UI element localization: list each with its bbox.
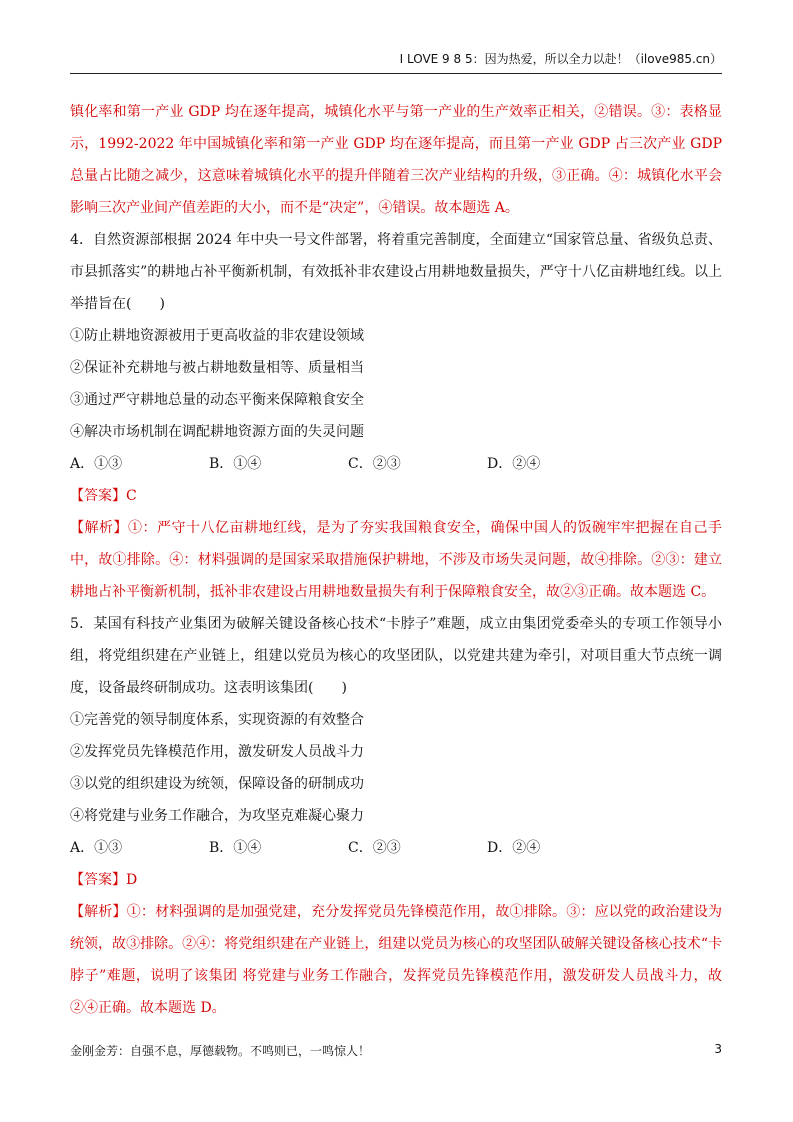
q5-option-b: B．①④ — [209, 840, 262, 856]
page-header: I LOVE 9 8 5：因为热爱，所以全力以赴！（ilove985.cn） — [399, 52, 722, 66]
answer-value: C — [126, 488, 137, 504]
q5-option-c: C．②③ — [348, 840, 401, 856]
analysis-label: 【解析】 — [70, 520, 128, 536]
q4-analysis — [70, 512, 722, 608]
q4-option-c: C．②③ — [348, 456, 401, 472]
page-content — [70, 96, 722, 1024]
q4-option-d: D．②④ — [487, 456, 541, 472]
q4-option-b: B．①④ — [209, 456, 262, 472]
q5-analysis — [70, 896, 722, 1024]
previous-explanation: 镇化率和第一产业 GDP 均在逐年提高，城镇化水平与第一产业的生产效率正相关，②错误。③：表格显示，1992-2022 年中国城镇化率和第一产业 GDP 均在逐年提高，而且第一产业 GDP 占三次产业 GDP 总量占比随之减少，这意味着城镇化水平的提升伴随着三次产业结构的升级，③正确。④：城镇化水平会影响三次产业间产值差距的大小，而不是“决定”，④错误。故本题选 A。 — [70, 104, 723, 216]
q5-answer — [70, 864, 722, 896]
header-rule — [70, 73, 722, 74]
q5-item-2: ②发挥党员先锋模范作用，激发研发人员战斗力 — [70, 744, 364, 760]
q4-item-4: ④解决市场机制在调配耕地资源方面的失灵问题 — [70, 424, 364, 440]
analysis-text: ①：严守十八亿亩耕地红线，是为了夯实我国粮食安全，确保中国人的饭碗牢牢把握在自己手中，故①排除。④：材料强调的是国家采取措施保护耕地，不涉及市场失灵问题，故④排除。②③：建立耕地占补平衡新机制，抵补非农建设占用耕地数量损失有利于保障粮食安全，故②③正确。故本题选 C。 — [70, 520, 722, 600]
q4-options — [70, 448, 722, 480]
q4-item-2: ②保证补充耕地与被占耕地数量相等、质量相当 — [70, 360, 364, 376]
q5-option-a: A．①③ — [70, 840, 123, 856]
answer-label: 【答案】 — [70, 872, 126, 888]
answer-value: D — [126, 872, 138, 888]
q4-answer — [70, 480, 722, 512]
q5-item-4: ④将党建与业务工作融合，为攻坚克难凝心聚力 — [70, 808, 364, 824]
q4-item-3: ③通过严守耕地总量的动态平衡来保障粮食安全 — [70, 392, 364, 408]
answer-label: 【答案】 — [70, 488, 126, 504]
footer-motto: 金刚金芳：自强不息，厚德载物。不鸣则已，一鸣惊人！ — [70, 1044, 371, 1058]
q4-stem: 4．自然资源部根据 2024 年中央一号文件部署，将着重完善制度，全面建立“国家管总量、省级负总责、市县抓落实”的耕地占补平衡新机制，有效抵补非农建设占用耕地数量损失，严守十八亿亩耕地红线。以上举措旨在( ) — [70, 232, 722, 312]
q5-item-1: ①完善党的领导制度体系，实现资源的有效整合 — [70, 712, 364, 728]
q5-stem: 5．某国有科技产业集团为破解关键设备核心技术“卡脖子”难题，成立由集团党委牵头的专项工作领导小组，将党组织建在产业链上，组建以党员为核心的攻坚团队，以党建共建为牵引，对项目重大节点统一调度，设备最终研制成功。这表明该集团( ) — [70, 616, 722, 696]
q5-option-d: D．②④ — [487, 840, 541, 856]
analysis-label: 【解析】 — [70, 904, 127, 920]
analysis-text: ①：材料强调的是加强党建，充分发挥党员先锋模范作用，故①排除。③：应以党的政治建设为统领，故③排除。②④：将党组织建在产业链上，组建以党员为核心的攻坚团队破解关键设备核心技术“卡脖子”难题，说明了该集团 将党建与业务工作融合，发挥党员先锋模范作用，激发研发人员战斗力，故②④正确。故本题选 D。 — [70, 904, 723, 1016]
q4-option-a: A．①③ — [70, 456, 123, 472]
q5-options — [70, 832, 722, 864]
q4-item-1: ①防止耕地资源被用于更高收益的非农建设领域 — [70, 328, 364, 344]
q5-item-3: ③以党的组织建设为统领，保障设备的研制成功 — [70, 776, 364, 792]
page-number: 3 — [714, 1042, 722, 1056]
